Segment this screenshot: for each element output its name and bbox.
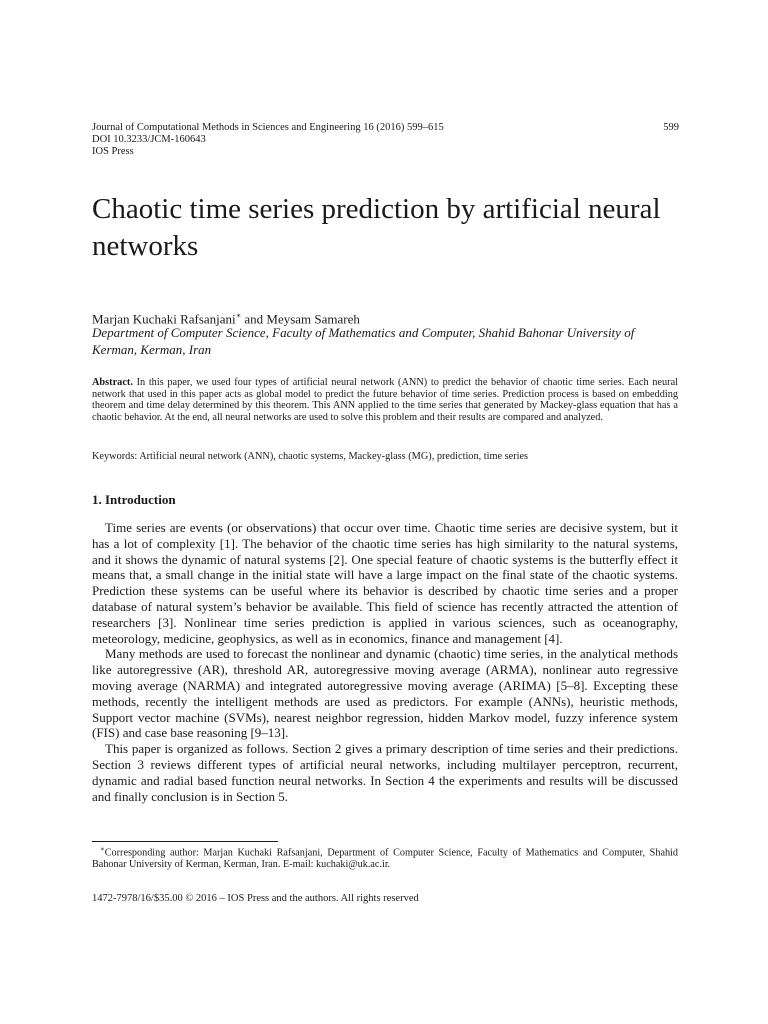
journal-citation: Journal of Computational Methods in Sciences and Engineering 16 (2016) 599–615 [92, 122, 444, 133]
keywords: Keywords: Artificial neural network (ANN), chaotic systems, Mackey-glass (MG), prediction, time series [92, 451, 529, 462]
abstract-label: Abstract. [92, 377, 133, 388]
body-paragraph: Many methods are used to forecast the nonlinear and dynamic (chaotic) time series, in the analytical methods like autoregressive (AR), threshold AR, autoregressive moving average (ARMA), nonlinear auto regressive moving average (NARMA) and integrated autoregressive moving average (ARIMA) [5–8]. Excepting these methods, recently the intelligent methods are used as predictors. For example (ANNs), heuristic methods, Support vector machine (SVMs), nearest neighbor regression, hidden Markov model, fuzzy inference system (FIS) and case base reasoning [9–13]. [92, 646, 678, 741]
body-paragraph: This paper is organized as follows. Section 2 gives a primary description of time series and their predictions. Section 3 reviews different types of artificial neural networks, including multilayer perceptron, recurrent, dynamic and radial based function neural networks. In Section 4 the experiments and results will be discussed and finally conclusion is in Section 5. [92, 741, 678, 804]
author-name-primary: Marjan Kuchaki Rafsanjani [92, 311, 236, 327]
footnote [92, 843, 678, 871]
body-paragraph: Time series are events (or observations) that occur over time. Chaotic time series are decisive system, but it has a lot of complexity [1]. The behavior of the chaotic time series has high similarity to the natural systems, and it shows the dynamic of natural systems [2]. One special feature of chaotic systems is the butterfly effect it means that, a small change in the initial state will have a large impact on the final state of the chaotic systems. Prediction these systems can be useful where its behavior is described by chaotic time series and a proper database of natural system’s behavior be available. This field of science has recently attracted the attention of researchers [3]. Nonlinear time series prediction is applied in various sciences, such as oceanography, meteorology, medicine, geophysics, as well as in economics, finance and management [4]. [92, 520, 678, 646]
paper-title: Chaotic time series prediction by artificial neural networks [92, 193, 661, 262]
footnote-rule [92, 841, 278, 842]
doi-line: DOI 10.3233/JCM-160643 [92, 134, 206, 145]
section-heading-introduction: 1. Introduction [92, 492, 176, 507]
publisher-line: IOS Press [92, 146, 134, 157]
abstract [92, 377, 678, 423]
introduction-body [92, 520, 678, 804]
corresponding-author-mark: ∗ [235, 311, 242, 320]
author-name-secondary: and Meysam Samareh [241, 311, 360, 327]
page-number: 599 [663, 122, 679, 133]
abstract-text: In this paper, we used four types of artificial neural network (ANN) to predict the behavior of chaotic time series. Each neural network that used in this paper acts as global model to predict the future behavior of time series. Prediction process is based on embedding theorem and time delay determined by this theorem. This ANN applied to the time series that generated by Mackey-glass equation that has a chaotic behavior. At the end, all neural networks are used to solve this problem and their results are compared and analyzed. [92, 377, 679, 423]
footnote-text: Corresponding author: Marjan Kuchaki Rafsanjani, Department of Computer Science, Faculty of Mathematics and Computer, Shahid Bahonar University of Kerman, Kerman, Iran. E-mail: kuchaki@uk.ac.ir. [92, 847, 678, 871]
author-affiliation: Department of Computer Science, Faculty of Mathematics and Computer, Shahid Bahonar University of Kerman, Kerman, Iran [92, 325, 635, 357]
footnote-mark: ∗ [100, 845, 105, 853]
journal-header [92, 122, 444, 158]
copyright-line: 1472-7978/16/$35.00 © 2016 – IOS Press and the authors. All rights reserved [92, 893, 419, 904]
